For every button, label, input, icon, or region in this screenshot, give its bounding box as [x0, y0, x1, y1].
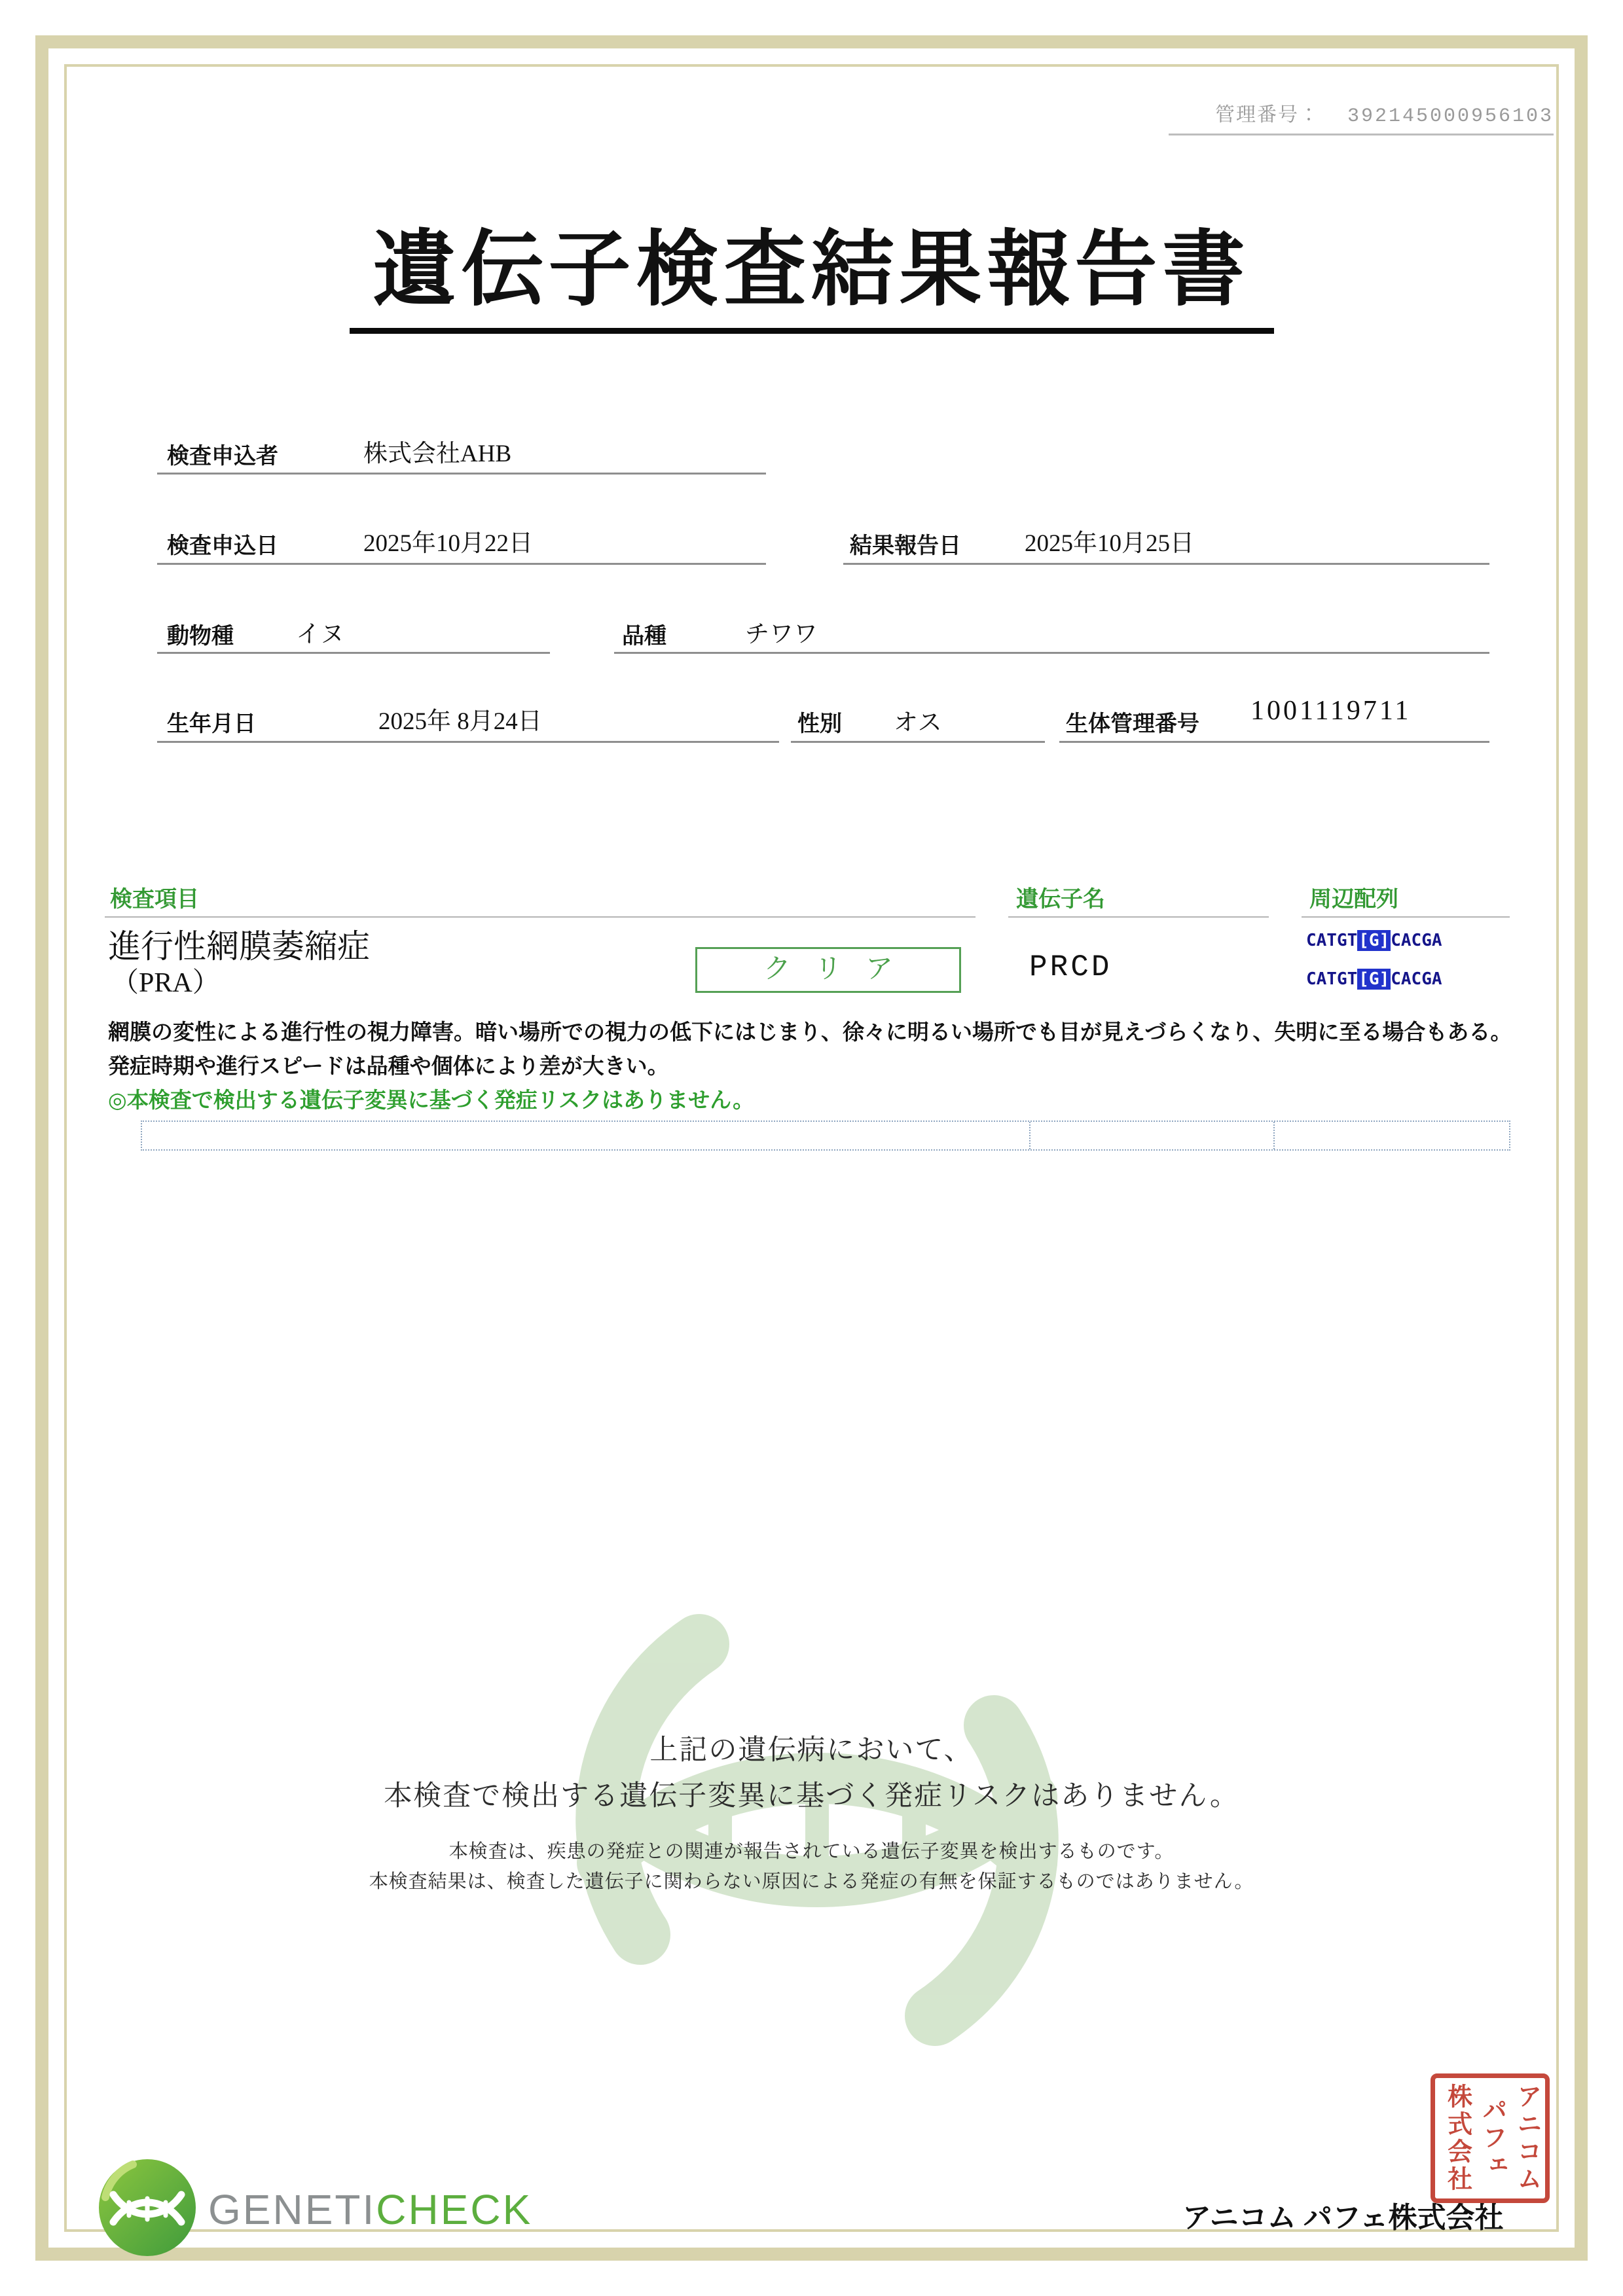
- seal-column-2: パフェ: [1478, 2097, 1506, 2179]
- column-divider-gene: [1029, 1122, 1030, 1149]
- report-date-value: 2025年10月25日: [1025, 530, 1194, 557]
- dna-watermark-icon: [568, 1581, 1066, 2079]
- description-line-1: 網膜の変性による進行性の視力障害。暗い場所での視力の低下にはじまり、徐々に明るい場所でも目が見えづらくなり、失明に至る場合もある。: [108, 1021, 1512, 1045]
- sex-value: オス: [894, 709, 942, 736]
- company-name: アニコム パフェ株式会社: [1182, 2202, 1504, 2234]
- seal-column-3: 株式会社: [1443, 2083, 1471, 2193]
- sequence-1-post: CACGA: [1391, 931, 1442, 950]
- empty-result-row: [141, 1121, 1510, 1151]
- sex-underline: [791, 741, 1045, 743]
- breed-label: 品種: [622, 624, 666, 649]
- sequence-1-variant-highlight: [G]: [1359, 931, 1390, 950]
- birth-date-label: 生年月日: [167, 712, 256, 736]
- test-description: [108, 1016, 1535, 1118]
- title-row: [0, 224, 1623, 334]
- animal-id-value: 1001119711: [1250, 696, 1412, 726]
- test-item-header: 検査項目: [110, 888, 199, 912]
- birth-date-value: 2025年 8月24日: [378, 708, 542, 735]
- management-number-label: 管理番号：: [1214, 104, 1320, 126]
- description-line-2: 発症時期や進行スピードは品種や個体により差が大きい。: [108, 1055, 669, 1079]
- summary-note-1: 本検査は、疾患の発症との関連が報告されている遺伝子変異を検出するものです。: [448, 1841, 1175, 1862]
- species-label: 動物種: [167, 624, 234, 649]
- sequence-line-1: [1306, 931, 1442, 950]
- animal-id-underline: [1059, 741, 1489, 743]
- report-title: 遺伝子検査結果報告書: [350, 224, 1274, 334]
- logo-text-green: CHECK: [376, 2186, 533, 2233]
- test-item-abbreviation: （PRA）: [111, 968, 220, 998]
- summary-line-1: 上記の遺伝病において、: [649, 1734, 974, 1766]
- geneticheck-logo-text: [208, 2183, 532, 2236]
- applicant-value: 株式会社AHB: [363, 440, 512, 467]
- gene-name-value: PRCD: [1029, 950, 1112, 984]
- summary-note-2: 本検査結果は、検査した遺伝子に関わらない原因による発症の有無を保証するものではありません。: [369, 1871, 1254, 1892]
- report-date-underline: [843, 563, 1489, 565]
- species-value: イヌ: [296, 621, 344, 648]
- test-result-status: クリア: [695, 947, 961, 993]
- gene-header-underline: [1008, 916, 1269, 918]
- sequence-2-pre: CATGT: [1306, 969, 1358, 989]
- apply-date-underline: [157, 563, 766, 565]
- sequence-1-pre: CATGT: [1306, 931, 1358, 950]
- animal-id-label: 生体管理番号: [1066, 712, 1199, 736]
- apply-date-label: 検査申込日: [167, 534, 278, 558]
- management-number-value: 392145000956103: [1347, 105, 1554, 128]
- breed-value: チワワ: [745, 621, 818, 648]
- logo-text-gray: GENETI: [208, 2186, 376, 2233]
- geneticheck-logo-icon: [95, 2155, 200, 2260]
- company-seal: [1431, 2073, 1550, 2203]
- sequence-header-underline: [1302, 916, 1510, 918]
- applicant-label: 検査申込者: [167, 444, 278, 469]
- column-divider-sequence: [1273, 1122, 1275, 1149]
- management-number-underline: [1169, 134, 1554, 135]
- risk-note: ◎本検査で検出する遺伝子変異に基づく発症リスクはありません。: [108, 1089, 755, 1113]
- item-header-underline: [105, 916, 976, 918]
- summary-line-2: 本検査で検出する遺伝子変異に基づく発症リスクはありません。: [384, 1780, 1239, 1812]
- management-number-row: [1215, 98, 1554, 128]
- species-underline: [157, 652, 550, 654]
- sequence-2-variant-highlight: [G]: [1359, 969, 1390, 989]
- birth-date-underline: [157, 741, 779, 743]
- sequence-2-post: CACGA: [1391, 969, 1442, 989]
- test-item-name: 進行性網膜萎縮症: [108, 928, 370, 965]
- sequence-header: 周辺配列: [1309, 888, 1398, 912]
- breed-underline: [614, 652, 1489, 654]
- sex-label: 性別: [797, 712, 842, 736]
- gene-name-header: 遺伝子名: [1016, 888, 1105, 912]
- seal-column-1: アニコム: [1513, 2083, 1541, 2193]
- report-date-label: 結果報告日: [850, 534, 961, 558]
- applicant-underline: [157, 473, 766, 475]
- apply-date-value: 2025年10月22日: [363, 530, 533, 557]
- sequence-line-2: [1306, 969, 1442, 989]
